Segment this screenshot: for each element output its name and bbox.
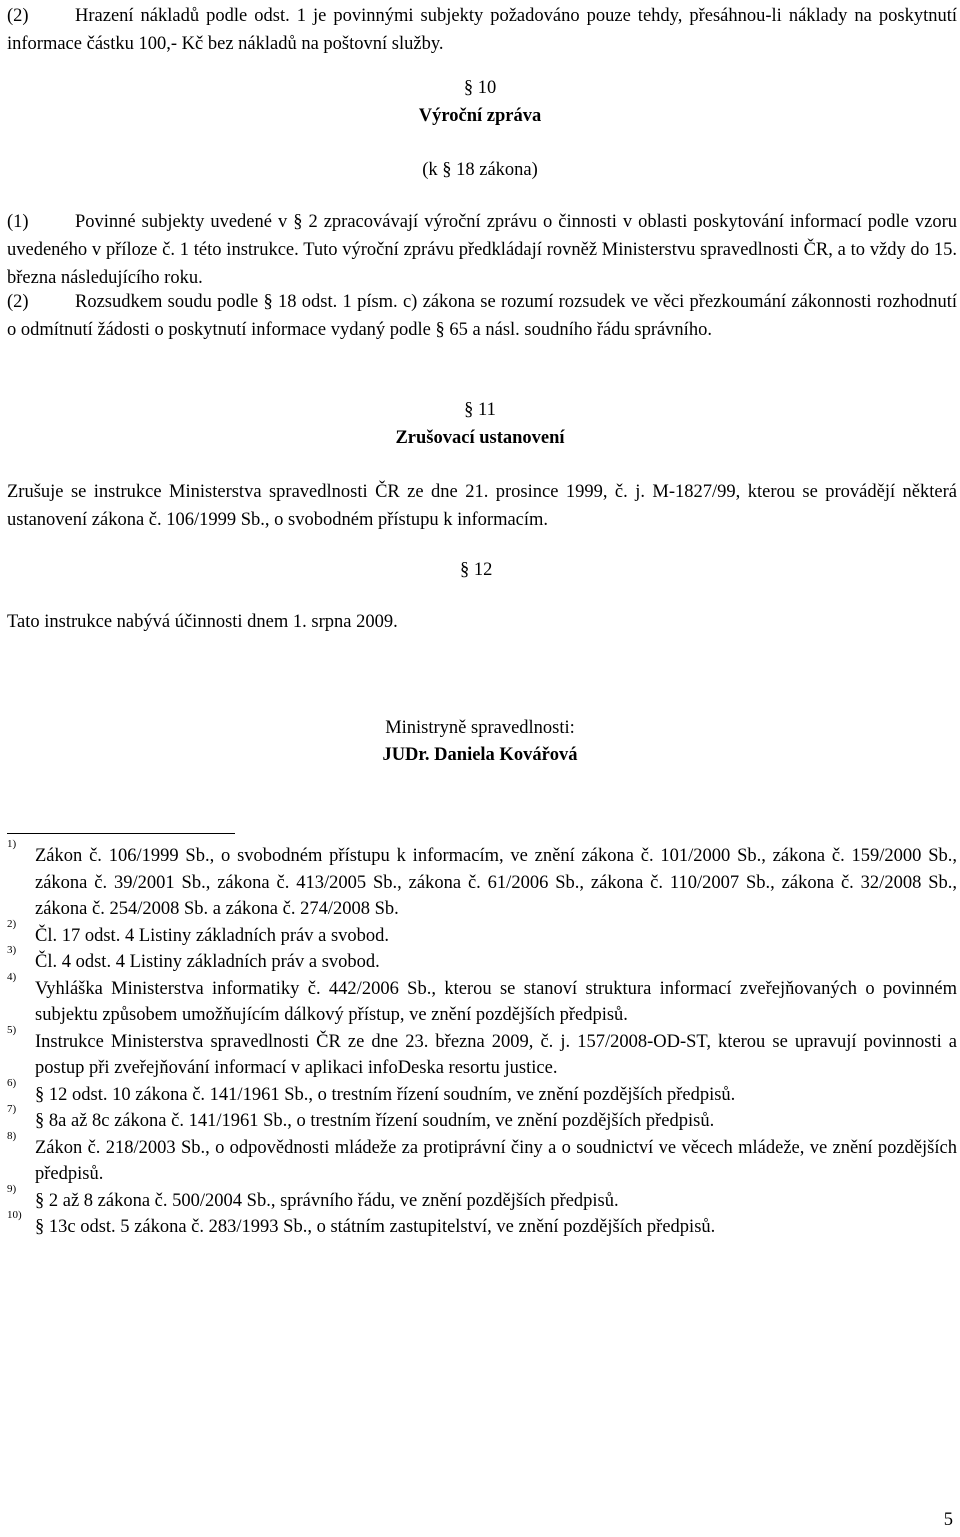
paragraph-label: (2) [7, 6, 29, 26]
paragraph-label: (2) [7, 292, 29, 312]
paragraph-text: Rozsudkem soudu podle § 18 odst. 1 písm. c) zákona se rozumí rozsudek ve věci přezkoumání zákonnosti rozhodnutí o odmítnutí žádosti o poskytnutí informace vydaný podle § 65 a násl. soudního řádu správního. [7, 292, 957, 340]
section-11-title: Zrušovací ustanovení [395, 428, 565, 448]
footnote-item [7, 917, 957, 950]
section-11-number: § 11 [464, 400, 496, 420]
footnote-item [7, 1023, 957, 1082]
section-11-text: Zrušuje se instrukce Ministerstva spravedlnosti ČR ze dne 21. prosince 1999, č. j. M-1827/99, kterou se provádějí některá ustanovení zákona č. 106/1999 Sb., o svobodném přístupu k informacím. [7, 482, 957, 530]
footnote-mark: 4) [7, 970, 17, 983]
footnote-mark: 5) [7, 1023, 17, 1036]
footnote-item [7, 1129, 957, 1188]
footnote-text: Vyhláška Ministerstva informatiky č. 442/2006 Sb., kterou se stanoví struktura informací zveřejňovaných o povinném subjektu způsobem umožňujícím dálkový přístup, ve znění pozdějších předpisů. [35, 978, 957, 1025]
footnote-item [7, 1209, 957, 1241]
footnote-mark: 8) [7, 1129, 17, 1142]
footnote-divider [7, 833, 235, 834]
footnote-list [7, 838, 957, 1241]
paragraph-2-fees [7, 2, 957, 58]
section-10-paragraph-2 [7, 288, 957, 344]
footnote-item [7, 944, 957, 976]
footnote-text: Zákon č. 218/2003 Sb., o odpovědnosti mládeže za protiprávní činy a o soudnictví ve věcech mládeže, ve znění pozdějších předpisů. [35, 1137, 957, 1184]
paragraph-label: (1) [7, 212, 29, 232]
footnote-item [7, 1103, 957, 1135]
paragraph-text: Povinné subjekty uvedené v § 2 zpracovávají výroční zprávu o činnosti v oblasti poskytování informací podle vzoru uvedeného v příloze č. 1 této instrukce. Tuto výroční zprávu předkládají rovněž Ministerstvu spravedlnosti ČR, a to vždy do 15. března následujícího roku. [7, 212, 957, 288]
footnote-text: § 13c odst. 5 zákona č. 283/1993 Sb., o státním zastupitelství, ve znění pozdějších předpisů. [35, 1217, 716, 1237]
footnote-item [7, 1182, 957, 1215]
footnote-text: § 8a až 8c zákona č. 141/1961 Sb., o trestním řízení soudním, ve znění pozdějších předpisů. [35, 1111, 715, 1131]
footnote-item [7, 970, 957, 1029]
signature-role: Ministryně spravedlnosti: [385, 718, 575, 738]
footnote-mark: 2) [7, 917, 17, 930]
section-10-paragraph-1 [7, 208, 957, 292]
footnote-mark: 9) [7, 1182, 17, 1195]
footnote-item [7, 838, 957, 923]
paragraph-text: Hrazení nákladů podle odst. 1 je povinnými subjekty požadováno pouze tehdy, přesáhnou-li náklady na poskytnutí informace částku 100,- Kč bez nákladů na poštovní služby. [7, 6, 957, 54]
section-12-text: Tato instrukce nabývá účinnosti dnem 1. srpna 2009. [7, 612, 398, 632]
footnote-mark: 3) [7, 944, 17, 956]
footnote-text: Čl. 4 odst. 4 Listiny základních práv a svobod. [35, 952, 380, 972]
signature-name: JUDr. Daniela Kovářová [382, 745, 578, 765]
page-number: 5 [943, 1510, 953, 1530]
footnote-text: § 2 až 8 zákona č. 500/2004 Sb., správního řádu, ve znění pozdějších předpisů. [35, 1190, 619, 1211]
footnote-mark: 1) [7, 838, 17, 850]
footnote-mark: 7) [7, 1103, 17, 1115]
footnote-text: Čl. 17 odst. 4 Listiny základních práv a svobod. [35, 925, 390, 946]
section-10-number: § 10 [463, 78, 497, 98]
footnote-item [7, 1076, 957, 1109]
footnote-text: Zákon č. 106/1999 Sb., o svobodném přístupu k informacím, ve znění zákona č. 101/2000 Sb., zákona č. 159/2000 Sb., zákona č. 39/2001 Sb., zákona č. 413/2005 Sb., zákona č. 61/2006 Sb., zákona č. 110/2007 Sb., zákona č. 32/2008 Sb., zákona č. 254/2008 Sb. a zákona č. 274/2008 Sb. [35, 846, 957, 919]
footnote-mark: 10) [7, 1209, 22, 1221]
section-10-subtitle: (k § 18 zákona) [422, 160, 538, 180]
section-10-title: Výroční zpráva [418, 106, 542, 126]
section-12-number: § 12 [460, 560, 493, 580]
footnote-text: § 12 odst. 10 zákona č. 141/1961 Sb., o trestním řízení soudním, ve znění pozdějších předpisů. [35, 1084, 736, 1105]
footnote-text: Instrukce Ministerstva spravedlnosti ČR ze dne 23. března 2009, č. j. 157/2008-OD-ST, kterou se upravují povinnosti a postup při zveřejňování informací v aplikaci infoDeska resortu justice. [35, 1031, 957, 1078]
footnote-mark: 6) [7, 1076, 17, 1089]
